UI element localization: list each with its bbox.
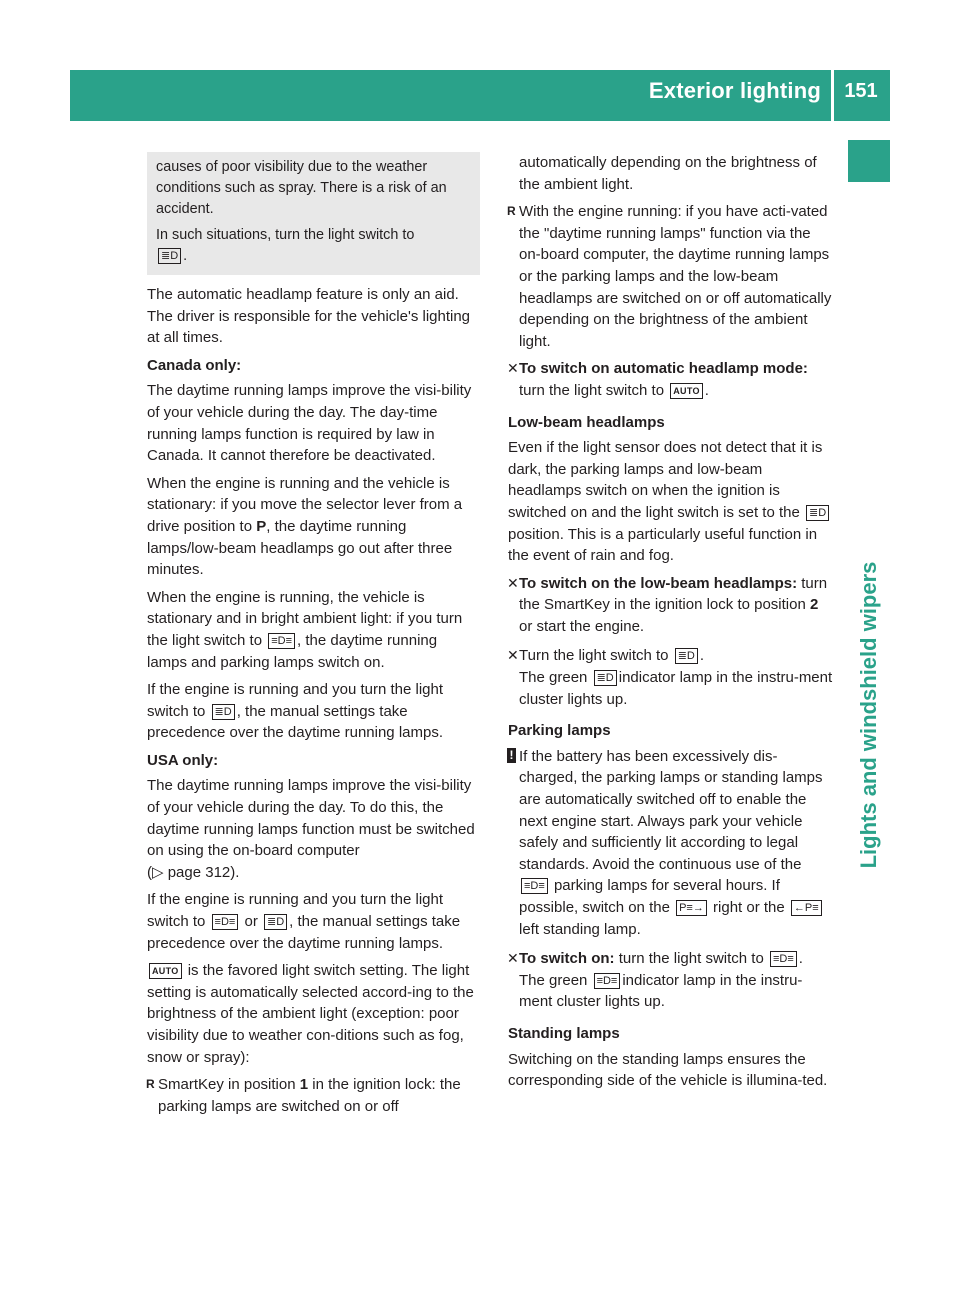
- auto-icon: AUTO: [149, 963, 182, 979]
- paragraph: Even if the light sensor does not detect that it is dark, the parking lamps and low-beam headlamps switch on when the ignition is switched on and the light switch is set to the ≣D position. This is a particularly useful function in the event of rain and fog.: [508, 437, 834, 567]
- chapter-tab: [848, 140, 890, 182]
- header-bar: [70, 70, 890, 121]
- parking-lamp-icon: ≡D≡: [521, 878, 548, 894]
- step-arrow-icon: ✕: [507, 360, 519, 377]
- instruction-step: ✕ To switch on automatic headlamp mode: turn the light switch to AUTO .: [507, 360, 808, 399]
- standing-heading: Standing lamps: [508, 1024, 620, 1042]
- paragraph: The daytime running lamps improve the visi-bility of your vehicle during the day. To do this, the daytime running lamps function must be switched on using the on-board computer (▷ page 312).: [147, 777, 475, 881]
- lowbeam-icon: ≣D: [264, 914, 287, 930]
- chapter-title: Lights and windshield wipers: [856, 561, 881, 869]
- page-title: Exterior lighting: [648, 78, 821, 103]
- step-arrow-icon: ✕: [507, 950, 519, 967]
- parking-lamp-icon: ≡D≡: [770, 951, 797, 967]
- instruction-step: ✕ Turn the light switch to ≣D . The green ≣D indicator lamp in the instru-ment cluster lights up.: [507, 647, 833, 708]
- paragraph: If the engine is running and you turn the light switch to ≣D , the manual settings take precedence over the daytime running lamps.: [147, 681, 444, 742]
- step-arrow-icon: ✕: [507, 574, 519, 591]
- warning-note: [147, 152, 480, 275]
- page-reference[interactable]: (▷ page 312).: [147, 863, 240, 881]
- paragraph: If the engine is running and you turn the light switch to ≡D≡ or ≣D , the manual settings take precedence over the daytime running lamps.: [147, 891, 461, 952]
- lowbeam-icon: ≣D: [675, 648, 698, 664]
- paragraph: The automatic headlamp feature is only an aid. The driver is responsible for the vehicle's lighting at all times.: [147, 286, 471, 347]
- list-item: R With the engine running: if you have acti-vated the "daytime running lamps" function via the on-board computer, the daytime running lamps or the parking lamps and the low-beam headlamps are switched on or off automatically depending on the brightness of the ambient light.: [508, 201, 834, 352]
- parking-indicator-icon: ≡D≡: [594, 973, 621, 989]
- lowbeam-indicator-icon: ≣D: [594, 670, 617, 686]
- lowbeam-icon: ≣D: [806, 505, 829, 521]
- standing-left-icon: ←P≡: [791, 900, 822, 916]
- warning-item: ! If the battery has been excessively dis-charged, the parking lamps or standing lamps are automatically switched off to enable the next engine start. Always park your vehicle safely and sufficiently lit according to legal standards. Avoid the continuous use of the ≡D≡ parking lamps for several hours. If possible, switch on the P≡→ right or the ←P≡ left standing lamp.: [508, 746, 834, 940]
- warning-icon: !: [507, 748, 516, 763]
- lowbeam-icon: ≣D: [158, 248, 181, 264]
- parking-heading: Parking lamps: [508, 722, 611, 740]
- usa-heading: USA only:: [147, 751, 219, 769]
- page-number: 151: [844, 80, 878, 102]
- auto-icon: AUTO: [670, 383, 703, 399]
- lowbeam-heading: Low-beam headlamps: [508, 413, 665, 431]
- instruction-step: ✕ To switch on: turn the light switch to ≡D≡ . The green ≡D≡ indicator lamp in the instru-ment cluster lights up.: [507, 950, 803, 1011]
- instruction-step: ✕ To switch on the low-beam headlamps: turn the SmartKey in the ignition lock to position 2 or start the engine.: [507, 574, 828, 635]
- canada-heading: Canada only:: [147, 356, 242, 374]
- step-arrow-icon: ✕: [507, 647, 519, 664]
- header-divider: [831, 70, 834, 121]
- right-column: [508, 152, 834, 1098]
- lowbeam-icon: ≣D: [212, 704, 235, 720]
- list-item: R SmartKey in position 1 in the ignition lock: the parking lamps are switched on or off: [147, 1074, 480, 1117]
- paragraph: The daytime running lamps improve the visi-bility of your vehicle during the day. The day-time running lamps function is required by law in Canada. It cannot therefore be deactivated.: [147, 382, 472, 465]
- list-item-continued: automatically depending on the brightness of the ambient light.: [519, 154, 817, 193]
- left-column: [147, 152, 480, 1123]
- parking-lamp-icon: ≡D≡: [212, 914, 239, 930]
- note-instruction: In such situations, turn the light switch to ≣D .: [156, 226, 415, 264]
- parking-lamp-icon: ≡D≡: [268, 633, 295, 649]
- note-text: causes of poor visibility due to the weather conditions such as spray. There is a risk of an accident.: [156, 159, 447, 218]
- paragraph: When the engine is running, the vehicle is stationary and in bright ambient light: if you turn the light switch to ≡D≡ , the daytime running lamps and parking lamps switch on.: [147, 588, 463, 671]
- standing-right-icon: P≡→: [676, 900, 707, 916]
- paragraph: When the engine is running and the vehicle is stationary: if you move the selector lever from a drive position to P, the daytime running lamps/low-beam headlamps go out after three minutes.: [147, 474, 463, 579]
- paragraph: AUTO is the favored light switch setting. The light setting is automatically selected accord-ing to the brightness of the ambient light (exception: poor visibility due to weather con-ditions such as fog, snow or spray):: [147, 962, 474, 1066]
- paragraph: Switching on the standing lamps ensures the corresponding side of the vehicle is illumina-ted.: [508, 1050, 828, 1090]
